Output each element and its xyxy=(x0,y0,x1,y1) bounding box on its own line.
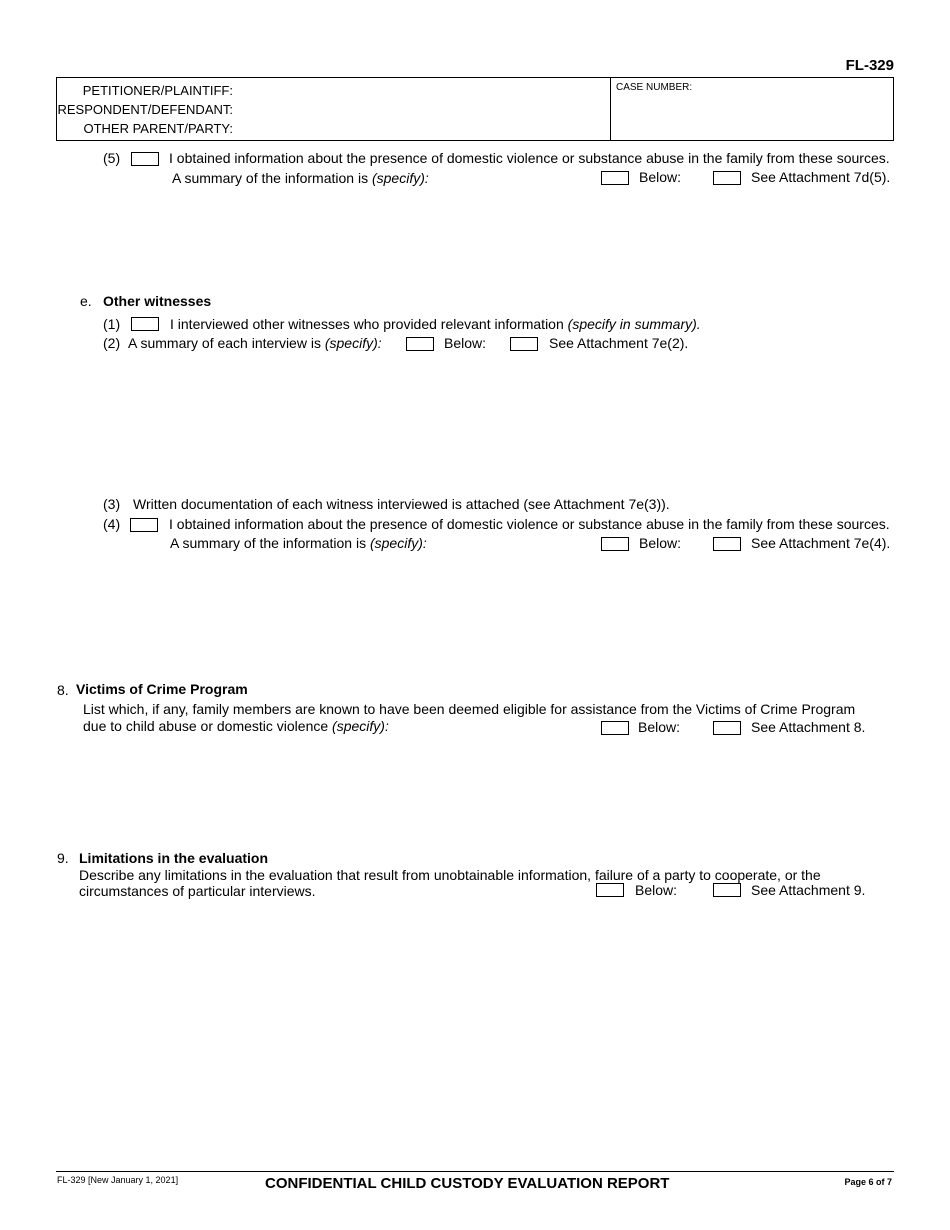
petitioner-label: PETITIONER/PLAINTIFF: xyxy=(82,83,233,98)
form-number: FL-329 xyxy=(845,57,894,74)
item-e4-below-checkbox[interactable] xyxy=(601,537,629,551)
item-e2-text: A summary of each interview is (specify): xyxy=(128,335,382,351)
section-8-below-label: Below: xyxy=(638,719,681,735)
respondent-label: RESPONDENT/DEFENDANT: xyxy=(57,102,233,117)
item-e3-number: (3) xyxy=(103,496,121,512)
section-8-title: Victims of Crime Program xyxy=(76,681,248,697)
footer-title: CONFIDENTIAL CHILD CUSTODY EVALUATION REPORT xyxy=(265,1175,670,1192)
section-9-below-checkbox[interactable] xyxy=(596,883,624,897)
item-e4-text: I obtained information about the presence of domestic violence or substance abuse in the family from these sources. xyxy=(169,516,890,532)
section-9-number: 9. xyxy=(57,850,69,866)
item-d5-summary: A summary of the information is (specify): xyxy=(172,170,429,186)
page-number: Page 6 of 7 xyxy=(844,1177,892,1187)
section-8-line1: List which, if any, family members are known to have been deemed eligible for assistance from the Victims of Crime Program xyxy=(83,701,856,717)
item-d5-below-checkbox[interactable] xyxy=(601,171,629,185)
item-e2-below-label: Below: xyxy=(444,335,487,351)
case-number-label: CASE NUMBER: xyxy=(616,82,693,93)
item-e1-checkbox[interactable] xyxy=(131,317,159,331)
item-e2-attachment-checkbox[interactable] xyxy=(510,337,538,351)
item-e1-text: I interviewed other witnesses who provided relevant information (specify in summary). xyxy=(170,316,701,332)
caption-divider xyxy=(610,78,611,140)
section-9-attachment-label: See Attachment 9. xyxy=(751,882,866,898)
item-e4-attachment-checkbox[interactable] xyxy=(713,537,741,551)
footer-rule xyxy=(56,1171,894,1172)
case-caption-box xyxy=(56,77,894,141)
section-8-number: 8. xyxy=(57,682,69,698)
item-e2-attachment-label: See Attachment 7e(2). xyxy=(549,335,689,351)
other-party-label: OTHER PARENT/PARTY: xyxy=(83,121,233,136)
section-9-title: Limitations in the evaluation xyxy=(79,850,269,866)
item-e2-below-checkbox[interactable] xyxy=(406,337,434,351)
footer-revision: FL-329 [New January 1, 2021] xyxy=(57,1175,179,1185)
section-8-attachment-label: See Attachment 8. xyxy=(751,719,866,735)
item-e2-number: (2) xyxy=(103,335,121,351)
item-d5-text: I obtained information about the presence of domestic violence or substance abuse in the family from these sources. xyxy=(169,150,890,166)
item-d5-attachment-checkbox[interactable] xyxy=(713,171,741,185)
section-e-title: Other witnesses xyxy=(103,293,212,309)
item-e4-number: (4) xyxy=(103,516,121,532)
item-e4-attachment-label: See Attachment 7e(4). xyxy=(751,535,891,551)
section-8-attachment-checkbox[interactable] xyxy=(713,721,741,735)
section-9-attachment-checkbox[interactable] xyxy=(713,883,741,897)
item-e4-summary: A summary of the information is (specify): xyxy=(170,535,427,551)
item-d5-below-label: Below: xyxy=(639,169,682,185)
item-e4-below-label: Below: xyxy=(639,535,682,551)
section-8-below-checkbox[interactable] xyxy=(601,721,629,735)
item-d5-checkbox[interactable] xyxy=(131,152,159,166)
item-e1-number: (1) xyxy=(103,316,121,332)
item-e4-checkbox[interactable] xyxy=(130,518,158,532)
section-e-letter: e. xyxy=(80,293,92,309)
section-9-line2: circumstances of particular interviews. xyxy=(79,883,316,899)
section-9-line1: Describe any limitations in the evaluation that result from unobtainable information, failure of a party to cooperate, or the xyxy=(79,867,821,883)
section-8-line2: due to child abuse or domestic violence (specify): xyxy=(83,718,389,734)
section-9-below-label: Below: xyxy=(635,882,678,898)
item-d5-number: (5) xyxy=(103,150,121,166)
item-e3-text: Written documentation of each witness interviewed is attached (see Attachment 7e(3)). xyxy=(133,496,670,512)
item-d5-attachment-label: See Attachment 7d(5). xyxy=(751,169,891,185)
